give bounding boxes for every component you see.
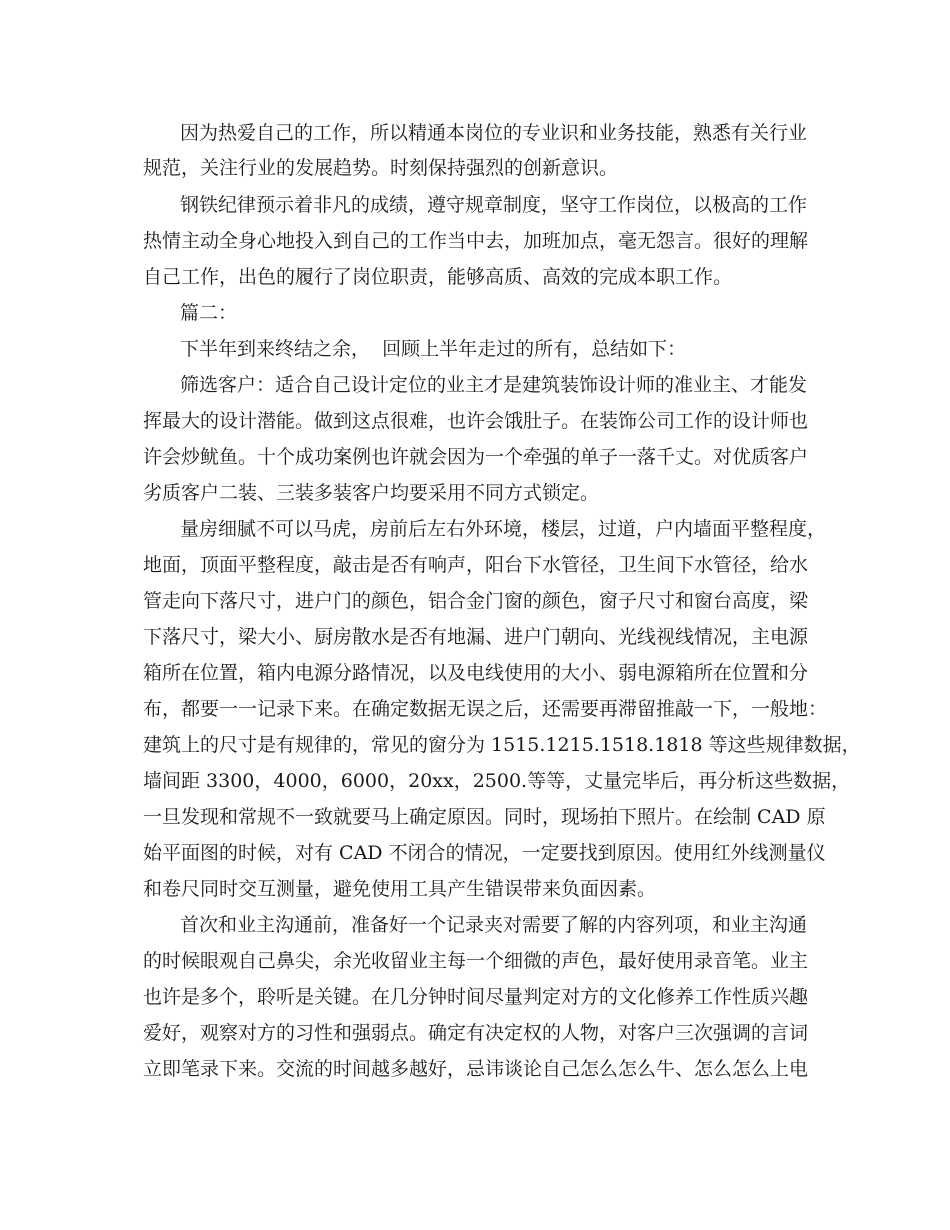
text-line: 筛选客户：适合自己设计定位的业主才是建筑装饰设计师的准业主、才能发: [180, 374, 808, 396]
text-line: 的时候眼观自己鼻尖，余光收留业主每一个细微的声色，最好使用录音笔。业主: [143, 950, 809, 972]
text-line: 量房细腻不可以马虎，房前后左右外环境，楼层，过道，户内墙面平整程度，: [180, 518, 827, 540]
text-line: 立即笔录下来。交流的时间越多越好，忌讳谈论自己怎么怎么牛、怎么怎么上电: [143, 1058, 809, 1080]
text-line: 钢铁纪律预示着非凡的成绩，遵守规章制度，坚守工作岗位，以极高的工作: [180, 194, 808, 216]
text-line: 许会炒鱿鱼。十个成功案例也许就会因为一个牵强的单子一落千丈。对优质客户: [143, 446, 809, 468]
text-line: 和卷尺同时交互测量，避免使用工具产生错误带来负面因素。: [143, 878, 657, 900]
text-line: 自己工作，出色的履行了岗位职责，能够高质、高效的完成本职工作。: [143, 266, 733, 288]
text-line: 建筑上的尺寸是有规律的，常见的窗分为 1515.1215.1518.1818 等这些规律数据，: [143, 734, 861, 756]
text-line: 地面，顶面平整程度，敲击是否有响声，阳台下水管径，卫生间下水管径，给水: [143, 554, 809, 576]
text-line: 也许是多个，聆听是关键。在几分钟时间尽量判定对方的文化修养工作性质兴趣: [143, 986, 809, 1008]
text-line: 规范，关注行业的发展趋势。时刻保持强烈的创新意识。: [143, 157, 619, 179]
text-line: 布，都要一一记录下来。在确定数据无误之后，还需要再滞留推敲一下，一般地：: [143, 698, 828, 720]
text-line: 热情主动全身心地投入到自己的工作当中去，加班加点，毫无怨言。很好的理解: [143, 230, 809, 252]
text-line: 墙间距 3300，4000，6000，20xx，2500.等等，丈量完毕后，再分析这些数据，: [143, 770, 851, 792]
text-line: 始平面图的时候，对有 CAD 不闭合的情况，一定要找到原因。使用红外线测量仪: [143, 842, 826, 864]
text-line: 爱好，观察对方的习性和强弱点。确定有决定权的人物，对客户三次强调的言词: [143, 1022, 809, 1044]
text-line: 因为热爱自己的工作，所以精通本岗位的专业识和业务技能，熟悉有关行业: [180, 122, 808, 144]
text-line: 下落尺寸，梁大小、厨房散水是否有地漏、进户门朝向、光线视线情况，主电源: [143, 626, 809, 648]
text-line: 管走向下落尺寸，进户门的颜色，铝合金门窗的颜色，窗子尺寸和窗台高度，梁: [143, 590, 809, 612]
section-heading: 篇二：: [180, 302, 238, 324]
text-line: 挥最大的设计潜能。做到这点很难，也许会饿肚子。在装饰公司工作的设计师也: [143, 410, 809, 432]
text-line: 首次和业主沟通前，准备好一个记录夹对需要了解的内容列项，和业主沟通: [180, 914, 808, 936]
text-line: 劣质客户二装、三装多装客户均要采用不同方式锁定。: [143, 482, 600, 504]
text-line: 箱所在位置，箱内电源分路情况，以及电线使用的大小、弱电源箱所在位置和分: [143, 662, 809, 684]
text-line: 下半年到来终结之余， 回顾上半年走过的所有，总结如下：: [180, 338, 687, 360]
text-line: 一旦发现和常规不一致就要马上确定原因。同时，现场拍下照片。在绘制 CAD 原: [143, 806, 826, 828]
